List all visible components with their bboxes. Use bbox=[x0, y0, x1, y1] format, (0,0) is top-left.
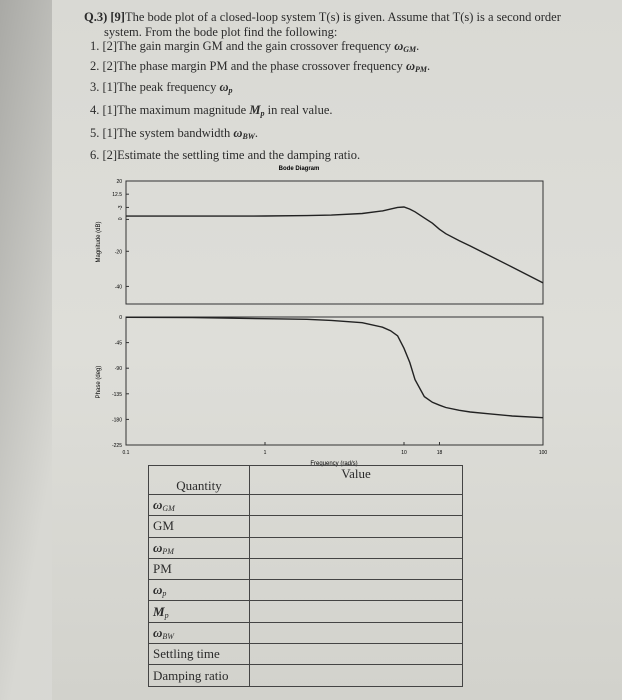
table-row bbox=[149, 537, 463, 558]
value-cell[interactable] bbox=[250, 537, 463, 558]
value-cell[interactable] bbox=[250, 558, 463, 579]
quantity-subscript: PM bbox=[162, 546, 174, 556]
item-text: [1]The peak frequency bbox=[102, 80, 220, 94]
item-tail: . bbox=[427, 59, 431, 73]
quantity-symbol: ω bbox=[153, 624, 163, 640]
phase-tick-label: -225 bbox=[111, 443, 122, 449]
item-symbol-subscript: PM bbox=[415, 65, 428, 74]
question-intro-line1: The bode plot of a closed-loop system T(s) is given. Assume that T(s) is a second order bbox=[124, 10, 561, 24]
quantity-symbol: GM bbox=[153, 518, 174, 534]
item-text: [1]The system bandwidth bbox=[102, 126, 234, 140]
question-item bbox=[90, 59, 430, 77]
value-cell[interactable] bbox=[250, 601, 463, 622]
quantity-subscript: p bbox=[162, 589, 167, 599]
magnitude-tick-label: 0 bbox=[118, 217, 124, 221]
phase-ylabel: Phase (deg) bbox=[96, 365, 102, 399]
header-quantity: Quantity bbox=[149, 466, 250, 495]
magnitude-curve bbox=[126, 207, 543, 283]
x-tick-label: 10 bbox=[401, 450, 407, 456]
item-symbol-subscript: p bbox=[228, 86, 233, 95]
item-tail: . bbox=[416, 39, 420, 53]
bode-plot bbox=[80, 160, 548, 470]
item-number: 3. bbox=[90, 80, 103, 94]
quantity-symbol: M bbox=[153, 603, 165, 619]
quantity-cell bbox=[149, 495, 250, 516]
item-symbol-subscript: GM bbox=[403, 45, 417, 54]
quantity-cell bbox=[149, 537, 250, 558]
quantity-symbol: ω bbox=[153, 497, 163, 513]
x-axis-label: Frequency (rad/s) bbox=[310, 461, 358, 467]
item-symbol: $\omega_{GM}$ bbox=[394, 39, 417, 54]
table-row bbox=[149, 601, 463, 622]
question-item bbox=[90, 39, 419, 57]
quantity-symbol: PM bbox=[153, 561, 172, 577]
item-text: [2]The gain margin GM and the gain crossover frequency bbox=[102, 39, 395, 53]
table-row bbox=[149, 665, 463, 686]
table-row bbox=[149, 580, 463, 601]
item-number: 1. bbox=[90, 39, 103, 53]
question-item bbox=[90, 126, 258, 144]
item-text: [2]The phase margin PM and the phase crossover frequency bbox=[102, 59, 406, 73]
quantity-subscript: p bbox=[164, 610, 169, 620]
magnitude-tick-label: -20 bbox=[114, 249, 122, 256]
item-text: [2]Estimate the settling time and the damping ratio. bbox=[102, 148, 361, 162]
phase-curve bbox=[126, 317, 543, 417]
magnitude-ylabel: Magnitude (dB) bbox=[96, 221, 102, 263]
quantity-cell bbox=[149, 622, 250, 643]
item-number: 2. bbox=[90, 59, 103, 73]
item-symbol: $M_p$ bbox=[249, 103, 265, 118]
table-row bbox=[149, 558, 463, 579]
item-number: 4. bbox=[90, 103, 103, 117]
quantity-symbol: ω bbox=[153, 539, 163, 555]
magnitude-tick-label: -40 bbox=[114, 284, 122, 291]
value-cell[interactable] bbox=[250, 516, 463, 537]
value-cell[interactable] bbox=[250, 580, 463, 601]
item-tail: . bbox=[254, 126, 259, 140]
magnitude-tick-label: 12.5 bbox=[112, 192, 122, 199]
item-number: 6. bbox=[90, 148, 103, 162]
value-cell[interactable] bbox=[250, 495, 463, 516]
phase-tick-label: -45 bbox=[114, 340, 122, 347]
item-tail: in real value. bbox=[264, 103, 333, 117]
answer-table bbox=[148, 465, 463, 687]
table-row bbox=[149, 644, 463, 665]
phase-tick-label: 0 bbox=[119, 315, 122, 321]
magnitude-tick-label: 20 bbox=[116, 179, 122, 185]
question-item bbox=[90, 103, 333, 121]
item-symbol: $\omega_{BW}$ bbox=[233, 126, 255, 141]
quantity-subscript: GM bbox=[162, 504, 175, 514]
question-intro-line2: system. From the bode plot find the following: bbox=[104, 25, 338, 39]
value-cell[interactable] bbox=[250, 665, 463, 686]
item-number: 5. bbox=[90, 126, 103, 140]
header-value: Value bbox=[250, 466, 463, 495]
x-tick-label: 0.1 bbox=[122, 450, 130, 456]
table-header-row bbox=[149, 466, 463, 495]
value-cell[interactable] bbox=[250, 644, 463, 665]
quantity-symbol: Settling time bbox=[153, 646, 220, 662]
phase-axes bbox=[126, 317, 543, 445]
quantity-symbol: ω bbox=[153, 582, 163, 598]
quantity-cell bbox=[149, 601, 250, 622]
question-item bbox=[90, 80, 233, 98]
quantity-cell bbox=[149, 580, 250, 601]
quantity-cell bbox=[149, 516, 250, 537]
quantity-cell bbox=[149, 644, 250, 665]
quantity-symbol: Damping ratio bbox=[153, 667, 229, 683]
quantity-cell bbox=[149, 665, 250, 686]
x-tick-label: 100 bbox=[538, 450, 548, 456]
item-text: [1]The maximum magnitude bbox=[102, 103, 250, 117]
x-tick-label: 1 bbox=[263, 450, 267, 456]
table-row bbox=[149, 622, 463, 643]
question-number: Q.3) bbox=[84, 10, 108, 24]
item-symbol: $\omega_p$ bbox=[219, 80, 233, 95]
table-row bbox=[149, 495, 463, 516]
question-points: [9] bbox=[110, 10, 125, 24]
magnitude-axes bbox=[126, 181, 543, 304]
item-symbol-subscript: BW bbox=[242, 132, 255, 141]
table-row bbox=[149, 516, 463, 537]
item-symbol-subscript: p bbox=[260, 109, 265, 118]
quantity-cell bbox=[149, 558, 250, 579]
value-cell[interactable] bbox=[250, 622, 463, 643]
phase-tick-label: -90 bbox=[114, 366, 122, 373]
item-symbol: $\omega_{PM}$ bbox=[406, 59, 428, 74]
magnitude-tick-label: -3 bbox=[118, 205, 124, 210]
plot-title: Bode Diagram bbox=[278, 166, 320, 172]
x-tick-label: 18 bbox=[436, 450, 443, 456]
phase-tick-label: -180 bbox=[111, 417, 122, 424]
phase-tick-label: -135 bbox=[111, 391, 122, 398]
quantity-subscript: BW bbox=[162, 631, 174, 641]
question-header bbox=[84, 10, 561, 25]
